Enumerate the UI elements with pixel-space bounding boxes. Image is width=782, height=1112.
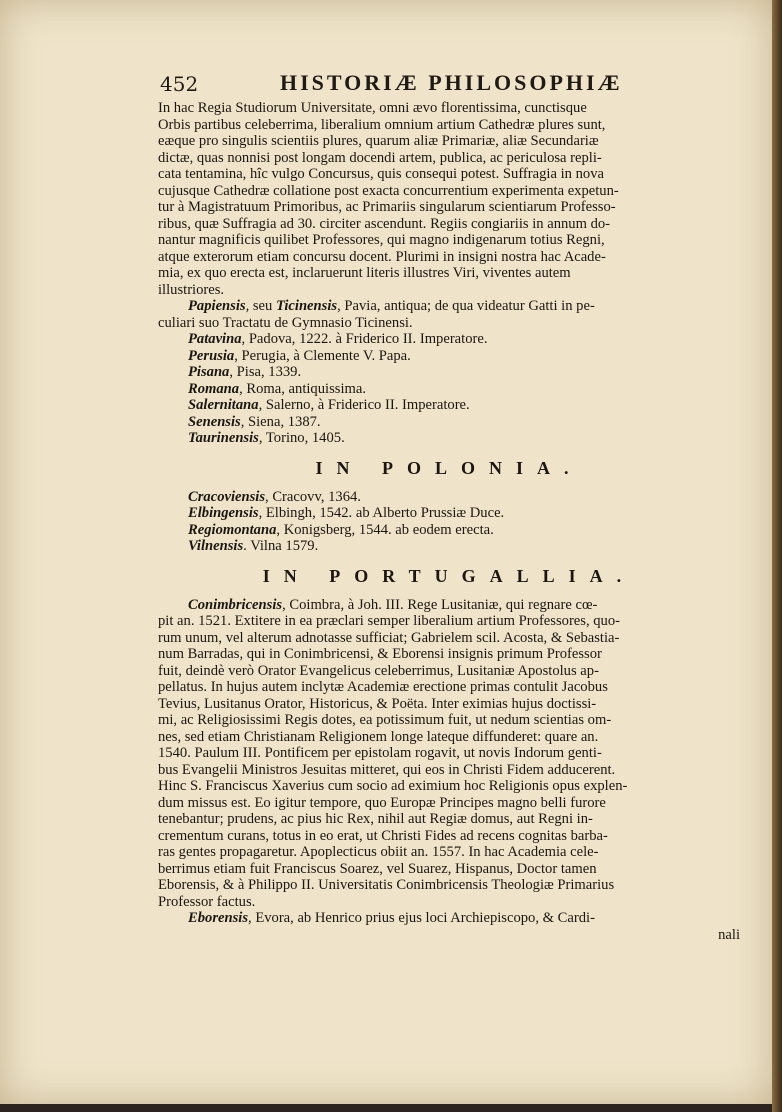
text-line: Tevius, Lusitanus Orator, Historicus, & Poëta. Inter eximias hujus doctissi- bbox=[158, 695, 597, 712]
university-name: Salernitana bbox=[188, 397, 259, 413]
list-item: Conimbricensis, Coimbra, à Joh. III. Rege Lusitaniæ, qui regnare cœ- bbox=[188, 596, 598, 613]
catchword: nali bbox=[718, 926, 740, 943]
text-line: fuit, deindè verò Orator Evangelicus celeberrimus, Lusitaniæ Apostolus ap- bbox=[158, 662, 599, 679]
text-line: mia, ex quo erecta est, inclaruerunt literis illustres Viri, viventes autem bbox=[158, 265, 571, 281]
university-name: Regiomontana bbox=[188, 521, 277, 538]
university-name: Taurinensis bbox=[188, 430, 259, 446]
text-line: eæque pro singulis scientiis plures, quarum aliæ Primariæ, aliæ Secundariæ bbox=[158, 133, 599, 149]
text-line: atque exterorum etiam concursu docent. Plurimi in insigni nostra hac Acade- bbox=[158, 248, 606, 265]
list-item: Romana, Roma, antiquissima. bbox=[188, 380, 366, 397]
text-line: Hinc S. Franciscus Xaverius cum socio ad eximium hoc Religionis opus explen- bbox=[158, 778, 628, 794]
running-title: HISTORIÆ PHILOSOPHIÆ bbox=[280, 70, 623, 95]
university-name: Elbingensis bbox=[188, 505, 259, 521]
university-alt-name: Ticinensis bbox=[275, 298, 338, 314]
text-line: illustriores. bbox=[158, 281, 225, 298]
text-line: 1540. Paulum III. Pontificem per epistolam rogavit, ut novis Indorum genti- bbox=[158, 745, 602, 761]
text-line: Eborensis, & à Philippo II. Universitatis Conimbricensis Theologiæ Primarius bbox=[158, 877, 615, 893]
text-line: dum missus est. Eo igitur tempore, quo Europæ Principes magno belli furore bbox=[158, 794, 606, 811]
text-line: rum unum, vel alterum adnotasse sufficiat; Gabrielem scil. Acosta, & Sebastia- bbox=[158, 629, 620, 646]
list-item: Vilnensis. Vilna 1579. bbox=[188, 538, 319, 554]
university-name: Vilnensis bbox=[188, 538, 244, 554]
intro-paragraph bbox=[158, 100, 740, 298]
book-spine-edge bbox=[772, 0, 782, 1112]
university-name: Cracoviensis bbox=[188, 488, 266, 505]
text-line: pit an. 1521. Extitere in ea præclari semper liberalium artium Professores, quo- bbox=[158, 613, 621, 629]
university-name: Eborensis bbox=[188, 910, 249, 926]
running-header bbox=[160, 70, 740, 98]
list-item: Papiensis, seu Ticinensis, Pavia, antiqua; de qua videatur Gatti in pe- bbox=[188, 298, 595, 314]
university-name: Perusia bbox=[188, 347, 235, 364]
list-item: Patavina, Padova, 1222. à Friderico II. Imperatore. bbox=[188, 331, 488, 347]
text-line: nantur magnificis quilibet Professores, qui magno indigenarum totius Regni, bbox=[158, 232, 605, 248]
text-line: mi, ac Religiosissimi Regis dotes, ea potissimum fuit, ut nedum scientias om- bbox=[158, 712, 612, 728]
text-line: ras gentes propagaretur. Apoplecticus obiit an. 1557. In hac Academia cele- bbox=[158, 844, 599, 860]
university-name: Conimbricensis bbox=[188, 596, 283, 613]
text-line: Orbis partibus celeberrima, liberalium omnium artium Cathedræ plures sunt, bbox=[158, 116, 606, 133]
text-line: nes, sed etiam Christianam Religionem longe lateque diffunderet: quare an. bbox=[158, 728, 599, 745]
text-line: num Barradas, qui in Conimbricensi, & Eborensi insignis primum Professor bbox=[158, 646, 602, 662]
text-line: berrimus etiam fuit Franciscus Soarez, vel Suarez, Hispanus, Doctor tamen bbox=[158, 860, 597, 877]
section-heading-polonia: IN POLONIA. bbox=[315, 457, 583, 478]
university-name: Senensis bbox=[188, 413, 241, 430]
text-line: cujusque Cathedræ collatione post exacta concurrentium experimenta expetun- bbox=[158, 182, 619, 199]
list-item: Perusia, Perugia, à Clemente V. Papa. bbox=[188, 347, 411, 364]
university-name: Patavina bbox=[188, 331, 242, 347]
italia-list bbox=[158, 298, 740, 447]
text-line: crementum curans, totus in eo erat, ut Christi Fides ad recens cognitas barba- bbox=[158, 827, 608, 844]
list-item: Eborensis, Evora, ab Henrico prius ejus loci Archiepiscopo, & Cardi- bbox=[188, 910, 595, 926]
university-name: Pisana bbox=[188, 364, 230, 380]
list-item: Taurinensis, Torino, 1405. bbox=[188, 430, 345, 446]
text-line: dictæ, quas nonnisi post longam docendi artem, publica, ac periculosa repli- bbox=[158, 149, 602, 166]
eborensis-paragraph bbox=[158, 910, 740, 943]
university-name: Papiensis bbox=[188, 298, 246, 314]
text-line: bus Evangelii Ministros Jesuitas mitteret, qui eos in Christi Fidem adducerent. bbox=[158, 761, 616, 778]
text-line: ribus, quæ Suffragia ad 30. circiter ascendunt. Regiis congiariis in annum do- bbox=[158, 215, 611, 232]
list-item: Senensis, Siena, 1387. bbox=[188, 413, 321, 430]
section-heading-portugallia: IN PORTUGALLIA. bbox=[262, 565, 636, 586]
text-line: culiari suo Tractatu de Gymnasio Ticinensi. bbox=[158, 314, 413, 331]
text-line: In hac Regia Studiorum Universitate, omni ævo florentissima, cunctisque bbox=[158, 100, 587, 116]
polonia-list bbox=[158, 489, 740, 555]
university-name: Romana bbox=[188, 380, 240, 397]
main-text bbox=[158, 100, 740, 943]
text-line: cata tentamina, hîc vulgo Concursus, quis consequi potest. Suffragia in nova bbox=[158, 166, 604, 182]
list-item: Regiomontana, Konigsberg, 1544. ab eodem erecta. bbox=[188, 521, 494, 538]
list-item: Elbingensis, Elbingh, 1542. ab Alberto Prussiæ Duce. bbox=[188, 505, 505, 521]
text-line: tur à Magistratuum Primoribus, ac Primariis singularum scientiarum Professo- bbox=[158, 199, 616, 215]
list-item: Pisana, Pisa, 1339. bbox=[188, 364, 302, 380]
list-item: Cracoviensis, Cracovv, 1364. bbox=[188, 488, 361, 505]
conimbricensis-paragraph bbox=[158, 597, 740, 911]
text-line: tenebantur; prudens, ac pius hic Rex, nihil aut Regiæ domus, aut Regni in- bbox=[158, 811, 593, 827]
list-item: Salernitana, Salerno, à Friderico II. Imperatore. bbox=[188, 397, 470, 413]
page-number: 452 bbox=[160, 72, 199, 96]
text-line: pellatus. In hujus autem inclytæ Academiæ erectione primas contulit Jacobus bbox=[158, 679, 608, 695]
text-line: Professor factus. bbox=[158, 893, 256, 910]
